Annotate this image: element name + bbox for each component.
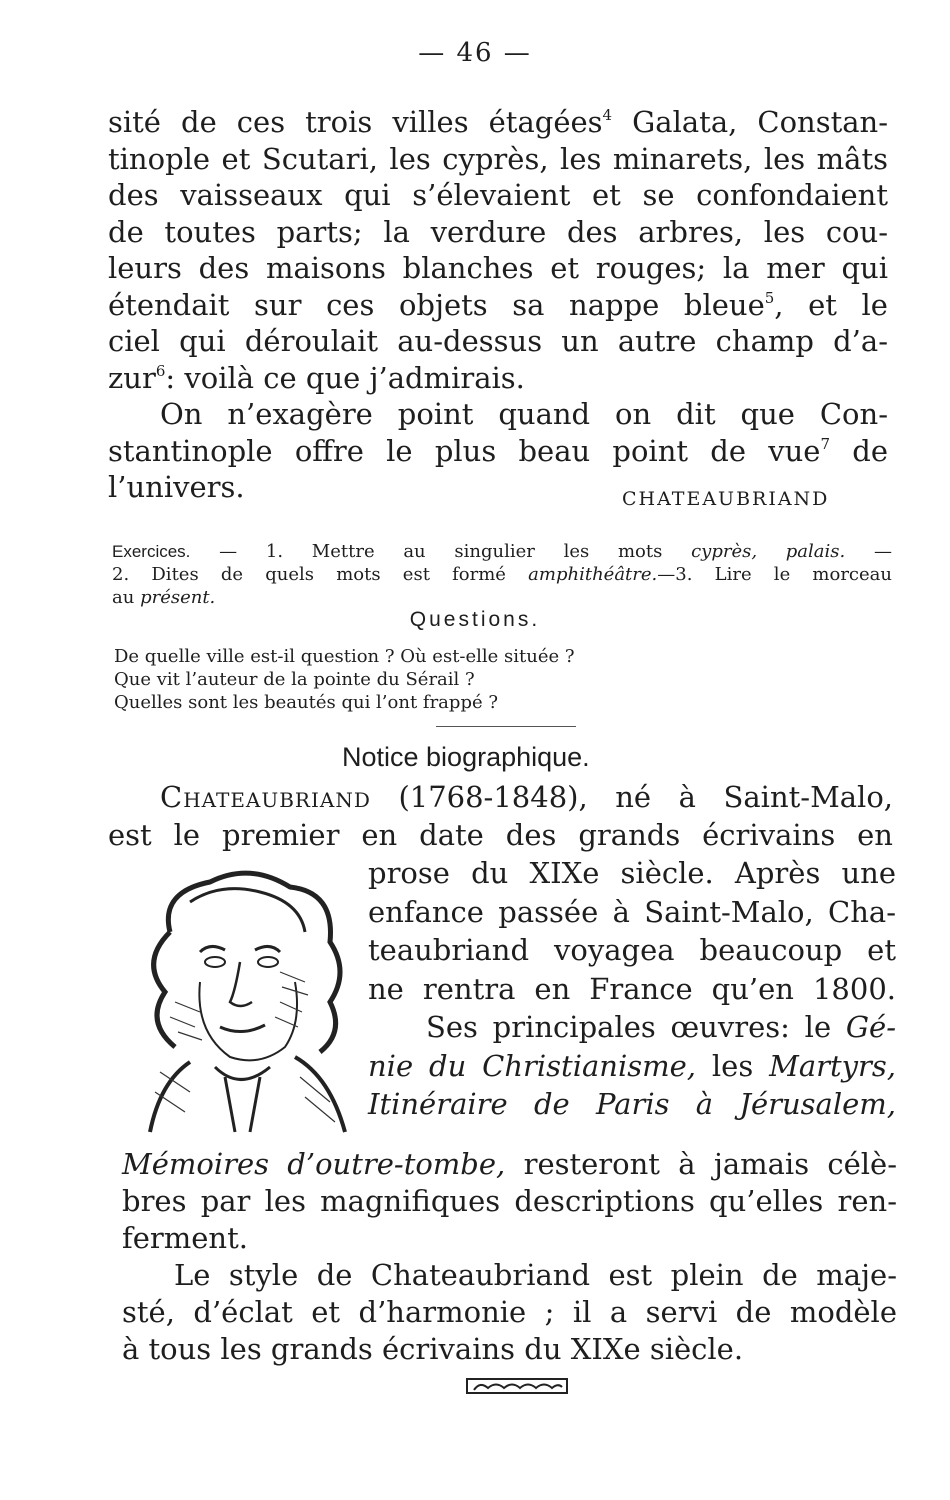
notice-line: nie du Christianisme, les Martyrs, [368, 1048, 896, 1083]
exercise-line: 2. Dites de quels mots est formé amphithéâtre.—3. Lire le morceau [112, 564, 892, 585]
question-item: Quelles sont les beautés qui l’ont frappé ? [114, 692, 498, 713]
notice-line: à tous les grands écrivains du XIXe siècle. [122, 1332, 744, 1366]
passage-line: de toutes parts; la verdure des arbres, les cou- [108, 214, 888, 249]
author-name: Chateaubriand [160, 780, 371, 814]
exercises [112, 540, 892, 609]
passage-line: l’univers. [108, 470, 245, 504]
notice-line: est le premier en date des grands écrivains en [108, 818, 893, 852]
questions-list [114, 645, 575, 714]
passage-line: étendait sur ces objets sa nappe bleue$^5$, et le [108, 287, 888, 322]
notice-title: Notice biographique. [342, 742, 590, 772]
passage-line: leurs des maisons blanches et rouges; la mer qui [108, 251, 888, 285]
exercise-line: Exercices. — 1. Mettre au singulier les mots cyprès, palais. — [112, 541, 892, 562]
notice-line: bres par les magnifiques descriptions qu’elles ren- [122, 1184, 897, 1218]
notice-line: ne rentra en France qu’en 1800. [368, 971, 896, 1006]
notice-line: Chateaubriand (1768-1848), né à Saint-Malo, [160, 780, 894, 814]
notice-line: Itinéraire de Paris à Jérusalem, [368, 1087, 896, 1121]
passage-line: sité de ces trois villes étagées$^4$ Galata, Constan- [108, 105, 889, 139]
notice-line: teaubriand voyagea beaucoup et [368, 933, 896, 967]
notice-line: Le style de Chateaubriand est plein de maje- [174, 1258, 897, 1292]
question-item: De quelle ville est-il question ? Où est-elle située ? [114, 646, 575, 667]
notice-bottom [122, 1146, 897, 1368]
notice-intro [108, 778, 893, 854]
exercise-line: au présent. [112, 587, 216, 608]
end-ornament-icon [466, 1378, 568, 1394]
notice-line: sté, d’éclat et d’harmonie ; il a servi de modèle [122, 1295, 897, 1329]
questions-title: Questions. [409, 608, 541, 631]
notice-line: Ses principales œuvres: le Gé- [426, 1010, 897, 1044]
passage-line: zur$^6$: voilà ce que j’admirais. [108, 360, 525, 395]
question-item: Que vit l’auteur de la pointe du Sérail ? [114, 669, 475, 690]
notice-line: prose du XIXe siècle. Après une [368, 856, 896, 890]
passage-line: des vaisseaux qui s’élevaient et se confondaient [108, 178, 888, 212]
section-divider [436, 726, 576, 727]
footnote-ref: 6 [155, 361, 166, 380]
footnote-ref: 4 [602, 106, 613, 124]
passage-line: stantinople offre le plus beau point de vue$^7$ de [108, 433, 888, 468]
footnote-ref: 7 [820, 434, 831, 453]
footnote-ref: 5 [764, 288, 775, 307]
exercises-label: Exercices. [112, 542, 191, 561]
notice-line: ferment. [122, 1221, 248, 1255]
chateaubriand-portrait-engraving [130, 862, 360, 1142]
passage-line: On n’exagère point quand on dit que Con- [160, 397, 888, 431]
notice-right-column [368, 854, 896, 1124]
page-number: — 46 — [418, 38, 532, 68]
notice-line: enfance passée à Saint-Malo, Cha- [368, 894, 896, 929]
passage-line: ciel qui déroulait au-dessus un autre champ d’a- [108, 324, 888, 358]
passage-paragraph-1 [108, 104, 888, 396]
notice-line: Mémoires d’outre-tombe, resteront à jamais célè- [122, 1147, 898, 1181]
passage-line: tinople et Scutari, les cyprès, les minarets, les mâts [108, 141, 888, 176]
author-signature: CHATEAUBRIAND [622, 488, 830, 510]
